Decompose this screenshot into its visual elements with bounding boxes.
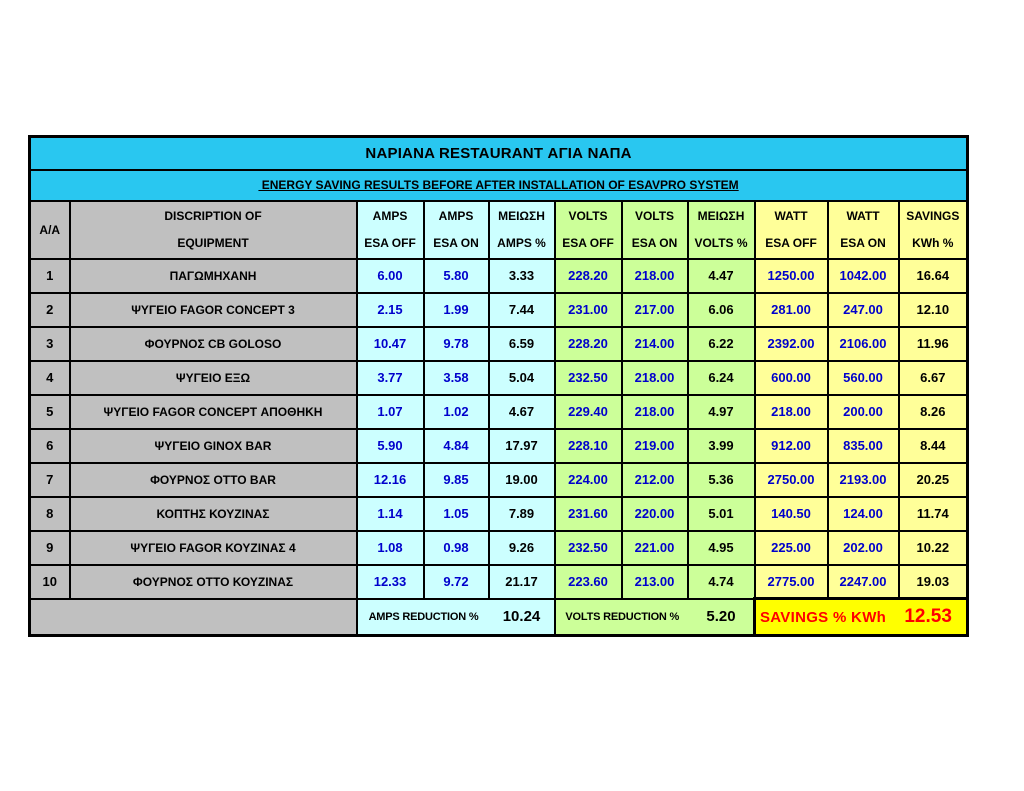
watt-esa-off-value: 2392.00 <box>755 327 828 361</box>
row-number: 10 <box>30 565 70 599</box>
volts-esa-off-value: 228.20 <box>555 259 622 293</box>
amps-reduction-value: 17.97 <box>489 429 555 463</box>
volts-esa-off-value: 232.50 <box>555 361 622 395</box>
volts-esa-off-value: 229.40 <box>555 395 622 429</box>
title-row <box>30 137 968 170</box>
savings-kwh-value: 12.10 <box>899 293 968 327</box>
amps-reduction-value: 7.89 <box>489 497 555 531</box>
col-header-amps-esa-off: AMPS ESA OFF <box>357 201 424 259</box>
amps-esa-off-value: 5.90 <box>357 429 424 463</box>
table-row <box>30 327 968 361</box>
col-header-volts-esa-on: VOLTS ESA ON <box>622 201 688 259</box>
volts-reduction-value: 4.95 <box>688 531 755 565</box>
amps-esa-on-value: 0.98 <box>424 531 489 565</box>
savings-kwh-value: 8.44 <box>899 429 968 463</box>
table-row <box>30 565 968 599</box>
volts-esa-on-value: 220.00 <box>622 497 688 531</box>
watt-esa-off-value: 600.00 <box>755 361 828 395</box>
amps-esa-on-value: 9.78 <box>424 327 489 361</box>
table-row <box>30 497 968 531</box>
col-header-description-line2: EQUIPMENT <box>177 236 249 250</box>
volts-reduction-value: 4.47 <box>688 259 755 293</box>
amps-esa-off-value: 1.08 <box>357 531 424 565</box>
amps-reduction-value: 21.17 <box>489 565 555 599</box>
amps-esa-on-value: 9.72 <box>424 565 489 599</box>
watt-esa-on-value: 2247.00 <box>828 565 899 599</box>
table-row <box>30 395 968 429</box>
row-number: 6 <box>30 429 70 463</box>
amps-reduction-value: 6.59 <box>489 327 555 361</box>
savings-total-value: 12.53 <box>904 606 952 627</box>
amps-esa-off-value: 2.15 <box>357 293 424 327</box>
equipment-name: ΦΟΥΡΝΟΣ OTTO ΚΟΥΖΙΝΑΣ <box>70 565 357 599</box>
watt-esa-on-value: 200.00 <box>828 395 899 429</box>
savings-kwh-value: 10.22 <box>899 531 968 565</box>
volts-reduction-label: VOLTS REDUCTION % <box>565 610 680 623</box>
volts-esa-on-value: 213.00 <box>622 565 688 599</box>
amps-reduction-value: 19.00 <box>489 463 555 497</box>
amps-reduction-total-cell <box>357 599 555 636</box>
amps-esa-off-value: 10.47 <box>357 327 424 361</box>
volts-esa-on-value: 214.00 <box>622 327 688 361</box>
amps-esa-on-value: 1.05 <box>424 497 489 531</box>
watt-esa-off-value: 912.00 <box>755 429 828 463</box>
volts-esa-on-value: 218.00 <box>622 259 688 293</box>
equipment-name: ΚΟΠΤΗΣ ΚΟΥΖΙΝΑΣ <box>70 497 357 531</box>
savings-total-label: SAVINGS % KWh <box>759 608 887 626</box>
watt-esa-on-value: 2193.00 <box>828 463 899 497</box>
table-row <box>30 293 968 327</box>
volts-reduction-value: 6.24 <box>688 361 755 395</box>
savings-kwh-value: 11.96 <box>899 327 968 361</box>
amps-esa-off-value: 1.14 <box>357 497 424 531</box>
watt-esa-on-value: 835.00 <box>828 429 899 463</box>
row-number: 7 <box>30 463 70 497</box>
watt-esa-off-value: 2775.00 <box>755 565 828 599</box>
col-header-amps-esa-on: AMPS ESA ON <box>424 201 489 259</box>
amps-esa-on-value: 9.85 <box>424 463 489 497</box>
savings-kwh-value: 16.64 <box>899 259 968 293</box>
equipment-name: ΦΟΥΡΝΟΣ CB GOLOSO <box>70 327 357 361</box>
amps-reduction-value: 4.67 <box>489 395 555 429</box>
volts-esa-on-value: 219.00 <box>622 429 688 463</box>
amps-reduction-label: AMPS REDUCTION % <box>368 610 479 623</box>
row-number: 2 <box>30 293 70 327</box>
volts-reduction-value: 3.99 <box>688 429 755 463</box>
watt-esa-off-value: 1250.00 <box>755 259 828 293</box>
equipment-name: ΦΟΥΡΝΟΣ OTTO BAR <box>70 463 357 497</box>
col-header-aa: A/A <box>30 201 70 259</box>
watt-esa-off-value: 218.00 <box>755 395 828 429</box>
col-header-savings: SAVINGS KWh % <box>899 201 968 259</box>
energy-savings-table <box>28 135 969 637</box>
totals-row <box>30 599 968 636</box>
col-header-amps-reduction: ΜΕΙΩΣΗ AMPS % <box>489 201 555 259</box>
row-number: 8 <box>30 497 70 531</box>
amps-esa-off-value: 1.07 <box>357 395 424 429</box>
volts-esa-on-value: 212.00 <box>622 463 688 497</box>
amps-esa-off-value: 12.16 <box>357 463 424 497</box>
volts-esa-off-value: 228.20 <box>555 327 622 361</box>
equipment-name: ΠΑΓΩΜΗΧΑΝΗ <box>70 259 357 293</box>
savings-kwh-value: 6.67 <box>899 361 968 395</box>
savings-kwh-value: 20.25 <box>899 463 968 497</box>
watt-esa-on-value: 202.00 <box>828 531 899 565</box>
col-header-description-line1: DISCRIPTION OF <box>164 209 262 223</box>
savings-kwh-value: 19.03 <box>899 565 968 599</box>
volts-reduction-value: 5.20 <box>706 608 736 626</box>
col-header-watt-esa-off: WATT ESA OFF <box>755 201 828 259</box>
volts-esa-on-value: 218.00 <box>622 361 688 395</box>
volts-esa-on-value: 217.00 <box>622 293 688 327</box>
table-row <box>30 531 968 565</box>
watt-esa-on-value: 124.00 <box>828 497 899 531</box>
equipment-name: ΨΥΓΕΙΟ FAGOR ΚΟΥΖΙΝΑΣ 4 <box>70 531 357 565</box>
table-body <box>30 259 968 599</box>
watt-esa-on-value: 2106.00 <box>828 327 899 361</box>
watt-esa-off-value: 140.50 <box>755 497 828 531</box>
volts-esa-off-value: 232.50 <box>555 531 622 565</box>
row-number: 3 <box>30 327 70 361</box>
page-title: NAPIANA RESTAURANT ΑΓΙΑ ΝΑΠΑ <box>30 137 968 170</box>
equipment-name: ΨΥΓΕΙΟ ΕΞΩ <box>70 361 357 395</box>
volts-reduction-value: 6.06 <box>688 293 755 327</box>
row-number: 5 <box>30 395 70 429</box>
amps-reduction-value: 10.24 <box>502 608 541 626</box>
row-number: 4 <box>30 361 70 395</box>
amps-reduction-value: 5.04 <box>489 361 555 395</box>
col-header-description <box>70 201 357 259</box>
amps-esa-off-value: 3.77 <box>357 361 424 395</box>
col-header-volts-reduction: ΜΕΙΩΣΗ VOLTS % <box>688 201 755 259</box>
volts-reduction-total-cell <box>555 599 755 636</box>
volts-esa-off-value: 228.10 <box>555 429 622 463</box>
equipment-name: ΨΥΓΕΙΟ GINOX BAR <box>70 429 357 463</box>
subtitle-text: ENERGY SAVING RESULTS BEFORE AFTER INSTALLATION OF ESAVPRO SYSTEM <box>258 178 739 192</box>
watt-esa-on-value: 247.00 <box>828 293 899 327</box>
footer-blank-cell <box>30 599 357 636</box>
equipment-name: ΨΥΓΕΙΟ FAGOR CONCEPT ΑΠΟΘΗΚΗ <box>70 395 357 429</box>
watt-esa-off-value: 2750.00 <box>755 463 828 497</box>
watt-esa-on-value: 560.00 <box>828 361 899 395</box>
volts-esa-off-value: 231.60 <box>555 497 622 531</box>
savings-kwh-value: 8.26 <box>899 395 968 429</box>
table-row <box>30 361 968 395</box>
watt-esa-off-value: 225.00 <box>755 531 828 565</box>
amps-reduction-value: 7.44 <box>489 293 555 327</box>
table-row <box>30 259 968 293</box>
table-row <box>30 429 968 463</box>
amps-esa-on-value: 1.99 <box>424 293 489 327</box>
volts-reduction-value: 4.74 <box>688 565 755 599</box>
amps-esa-off-value: 6.00 <box>357 259 424 293</box>
amps-reduction-value: 9.26 <box>489 531 555 565</box>
volts-reduction-value: 4.97 <box>688 395 755 429</box>
volts-esa-on-value: 221.00 <box>622 531 688 565</box>
subtitle-row <box>30 170 968 201</box>
savings-kwh-value: 11.74 <box>899 497 968 531</box>
amps-reduction-value: 3.33 <box>489 259 555 293</box>
equipment-name: ΨΥΓΕΙΟ FAGOR CONCEPT 3 <box>70 293 357 327</box>
watt-esa-off-value: 281.00 <box>755 293 828 327</box>
column-header-row <box>30 201 968 259</box>
table-row <box>30 463 968 497</box>
amps-esa-off-value: 12.33 <box>357 565 424 599</box>
page-subtitle <box>30 170 968 201</box>
col-header-volts-esa-off: VOLTS ESA OFF <box>555 201 622 259</box>
amps-esa-on-value: 5.80 <box>424 259 489 293</box>
savings-total-cell <box>755 599 968 636</box>
volts-esa-off-value: 223.60 <box>555 565 622 599</box>
volts-esa-off-value: 224.00 <box>555 463 622 497</box>
amps-esa-on-value: 3.58 <box>424 361 489 395</box>
volts-esa-on-value: 218.00 <box>622 395 688 429</box>
volts-reduction-value: 6.22 <box>688 327 755 361</box>
volts-reduction-value: 5.01 <box>688 497 755 531</box>
volts-esa-off-value: 231.00 <box>555 293 622 327</box>
row-number: 9 <box>30 531 70 565</box>
col-header-watt-esa-on: WATT ESA ON <box>828 201 899 259</box>
spreadsheet-sheet <box>28 135 969 637</box>
row-number: 1 <box>30 259 70 293</box>
amps-esa-on-value: 1.02 <box>424 395 489 429</box>
watt-esa-on-value: 1042.00 <box>828 259 899 293</box>
amps-esa-on-value: 4.84 <box>424 429 489 463</box>
volts-reduction-value: 5.36 <box>688 463 755 497</box>
